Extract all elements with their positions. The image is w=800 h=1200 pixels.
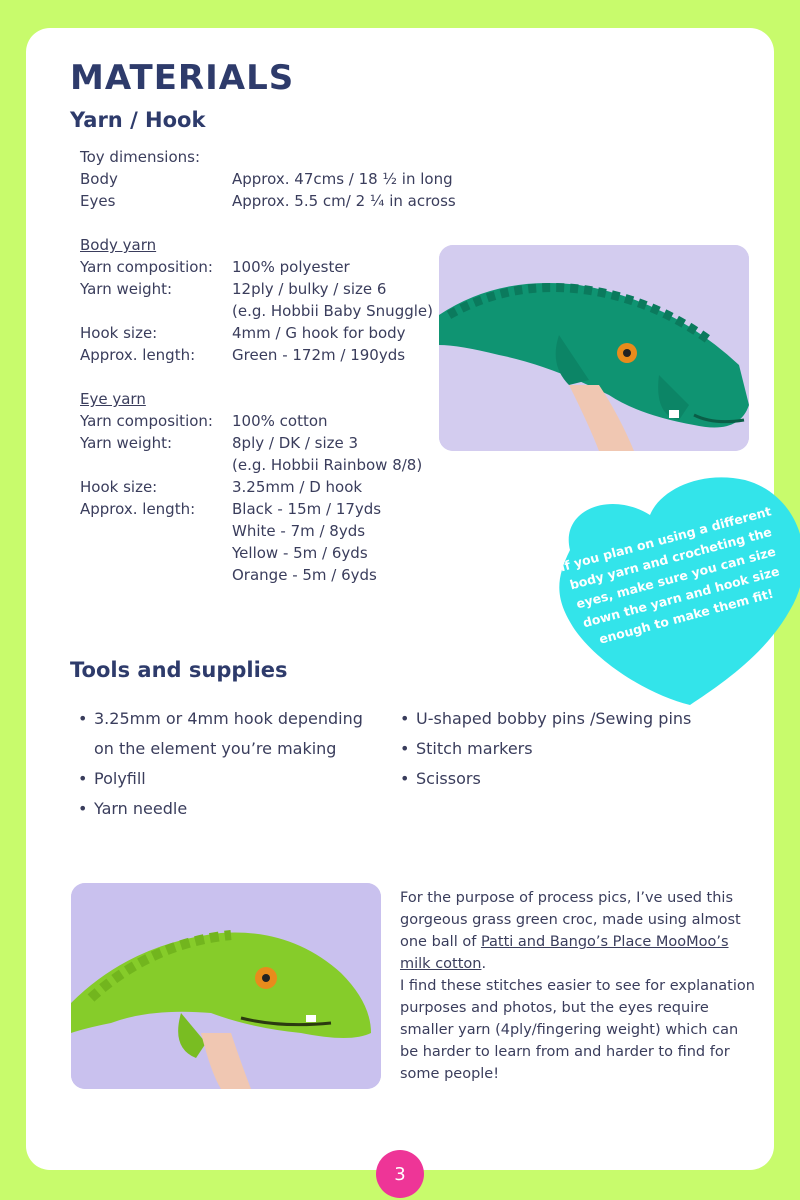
spec-label: Approx. length: [80,346,196,364]
spec-value: 100% cotton [232,412,328,430]
yarn-shop-link[interactable]: Patti and Bango’s Place MooMoo’s milk cotton [400,934,729,972]
tool-item: • 3.25mm or 4mm hook depending on the element you’re making [72,704,382,764]
croc-illustration-dark [439,245,749,451]
spec-label: Yarn weight: [80,434,173,452]
tool-item: • Yarn needle [72,794,382,824]
spec-subheading: Eye yarn [80,390,146,408]
spec-value: Approx. 47cms / 18 ½ in long [232,170,453,188]
spec-value: Black - 15m / 17yds [232,500,382,518]
spec-label: Toy dimensions: [80,148,201,166]
tools-list-right [394,704,754,794]
photo-green-croc [439,245,749,451]
spec-value: White - 7m / 8yds [232,522,366,540]
paragraph-text-intro: For the purpose of process pics, I’ve used this gorgeous grass green croc, made using almost one ball of [400,890,741,950]
section-heading-yarn: Yarn / Hook [70,108,206,132]
spec-value: 3.25mm / D hook [232,478,363,496]
tool-item: • Stitch markers [394,734,754,764]
spec-label: Yarn weight: [80,280,173,298]
heart-callout-text: If you plan on using a different body yarn and crocheting the eyes, make sure you can size down the yarn and hook size enough to make them fit! [558,503,781,647]
spec-label: Eyes [80,192,116,210]
spec-value: (e.g. Hobbii Baby Snuggle) [232,302,433,320]
spec-value: 4mm / G hook for body [232,324,406,342]
spec-value: Orange - 5m / 6yds [232,566,377,584]
spec-label: Approx. length: [80,500,196,518]
page-number-badge: 3 [376,1150,424,1198]
spec-value: Green - 172m / 190yds [232,346,406,364]
spec-value: 12ply / bulky / size 6 [232,280,387,298]
tool-item: • Polyfill [72,764,382,794]
spec-label: Hook size: [80,478,158,496]
croc-illustration-light [71,883,381,1089]
tool-item: • U-shaped bobby pins /Sewing pins [394,704,754,734]
tools-list-left [72,704,382,824]
paragraph-text-period: . [481,956,487,972]
tool-item: • Scissors [394,764,754,794]
spec-label: Yarn composition: [80,412,213,430]
spec-value: 100% polyester [232,258,350,276]
spec-value: Yellow - 5m / 6yds [232,544,368,562]
spec-label: Body [80,170,118,188]
spec-value: Approx. 5.5 cm/ 2 ¼ in across [232,192,456,210]
spec-label: Hook size: [80,324,158,342]
page-title: MATERIALS [70,58,295,98]
spec-value: 8ply / DK / size 3 [232,434,359,452]
spec-label: Yarn composition: [80,258,213,276]
section-heading-tools: Tools and supplies [70,658,288,682]
process-pics-paragraph [400,887,760,1085]
spec-value: (e.g. Hobbii Rainbow 8/8) [232,456,423,474]
spec-subheading: Body yarn [80,236,157,254]
paragraph-text-detail: I find these stitches easier to see for explanation purposes and photos, but the eyes require smaller yarn (4ply/fingering weight) which can be harder to learn from and harder to find for some people! [400,978,755,1082]
photo-grass-green-croc [71,883,381,1089]
